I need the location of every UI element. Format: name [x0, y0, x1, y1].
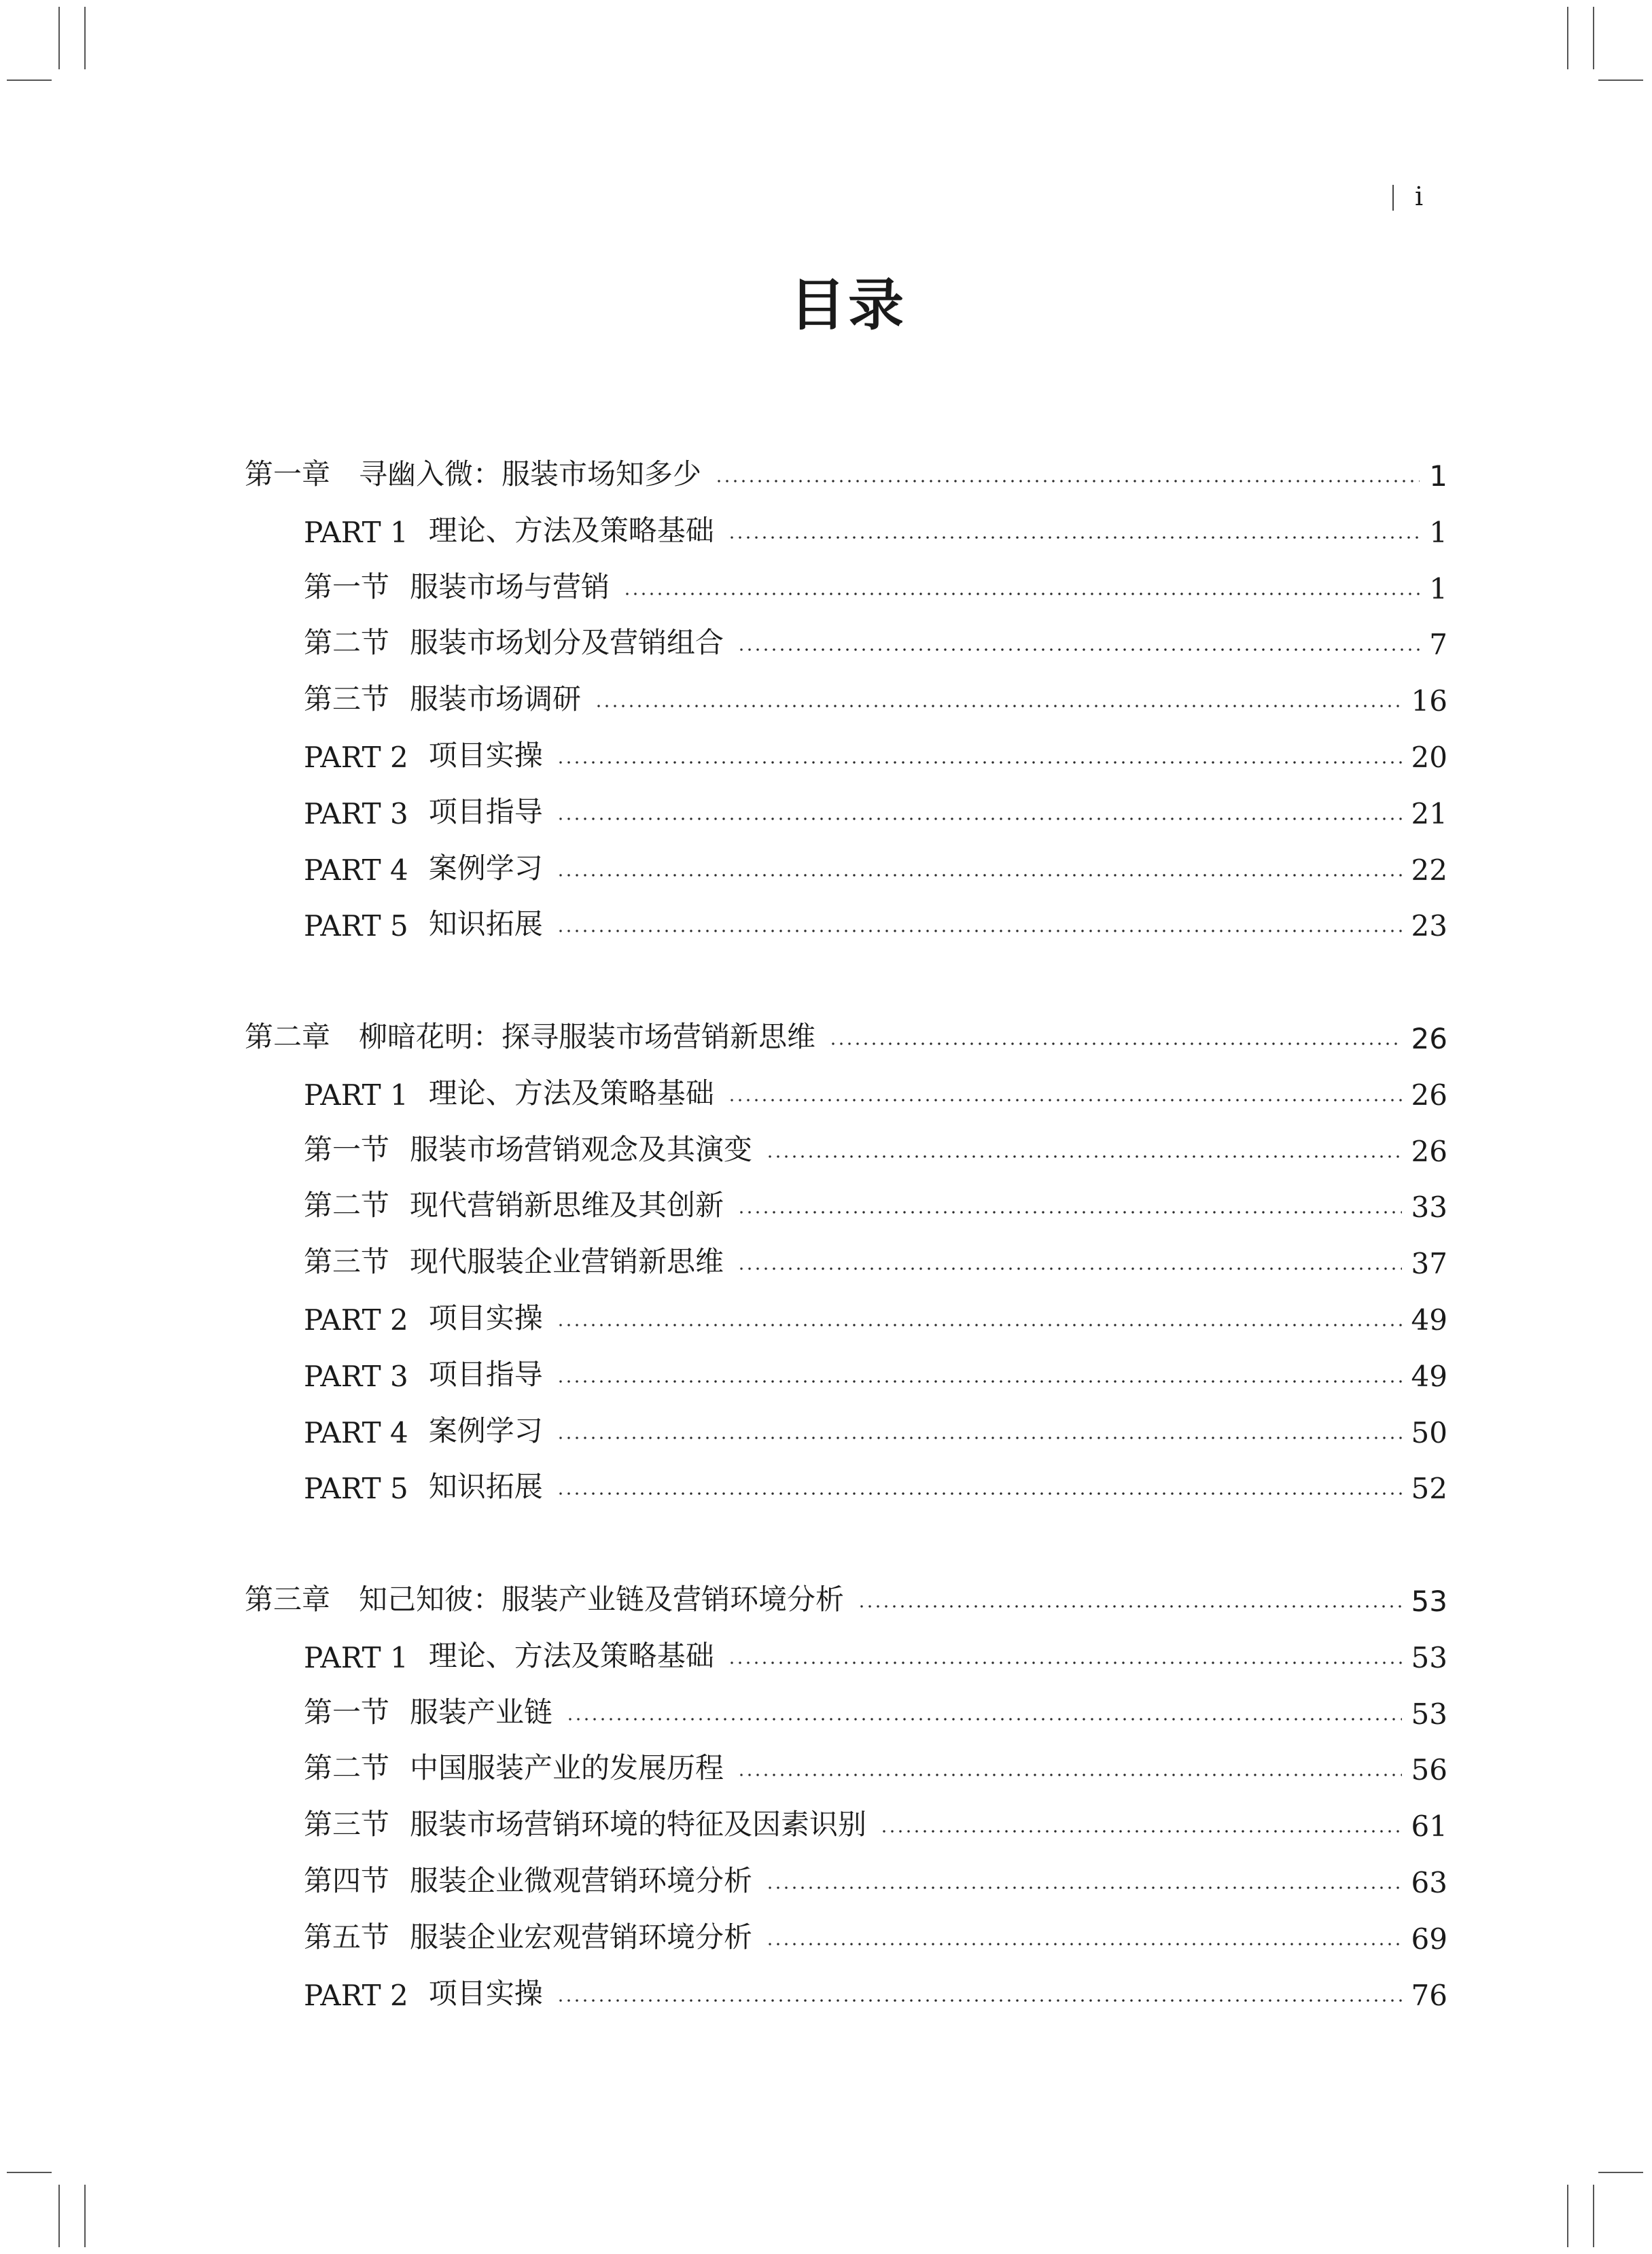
chapter-number: 第一章 — [245, 457, 331, 491]
entry-title: 项目实操 — [428, 1977, 543, 2010]
toc-entry[interactable] — [304, 1739, 1447, 1786]
entry-title: 服装企业宏观营销环境分析 — [410, 1920, 753, 1954]
entry-title: 知识拓展 — [428, 907, 543, 940]
toc-entry[interactable] — [304, 558, 1447, 605]
page-ref: 26 — [1411, 1135, 1447, 1168]
page-ref: 53 — [1411, 1697, 1447, 1731]
toc-entry[interactable] — [304, 1965, 1447, 2012]
dot-leader — [557, 761, 1402, 764]
page-ref: 20 — [1411, 741, 1447, 774]
entry-number: PART 1 — [304, 1641, 408, 1674]
page-ref: 26 — [1411, 1022, 1447, 1055]
chapter-title: 柳暗花明：探寻服装市场营销新思维 — [359, 1020, 816, 1053]
chapter-title: 寻幽入微：服装市场知多少 — [359, 457, 702, 491]
entry-title: 项目实操 — [428, 739, 543, 772]
entry-number: PART 4 — [304, 1416, 408, 1449]
entry-title: 案例学习 — [428, 1414, 543, 1447]
entry-number: PART 1 — [304, 1078, 408, 1112]
entry-title: 服装产业链 — [410, 1695, 553, 1729]
dot-leader — [566, 1718, 1402, 1721]
page-ref: 49 — [1411, 1360, 1447, 1393]
entry-number: 第三节 — [304, 682, 390, 716]
toc-entry[interactable] — [304, 1064, 1447, 1112]
entry-number: PART 5 — [304, 909, 408, 943]
toc-entry[interactable] — [304, 501, 1447, 549]
toc-entry[interactable] — [304, 1345, 1447, 1393]
page-ref: 26 — [1411, 1078, 1447, 1112]
entry-number: PART 1 — [304, 516, 408, 549]
page-ref: 63 — [1411, 1866, 1447, 1899]
entry-number: PART 2 — [304, 1979, 408, 2012]
dot-leader — [766, 1886, 1402, 1889]
dot-leader — [737, 1211, 1402, 1214]
page-ref: 33 — [1411, 1191, 1447, 1224]
dot-leader — [595, 705, 1402, 707]
page-ref: 56 — [1411, 1753, 1447, 1786]
entry-title: 服装市场营销环境的特征及因素识别 — [410, 1808, 867, 1841]
page-ref: 53 — [1411, 1641, 1447, 1674]
page-ref: 76 — [1411, 1979, 1447, 2012]
dot-leader — [858, 1605, 1402, 1608]
entry-title: 理论、方法及策略基础 — [428, 514, 714, 547]
entry-title: 案例学习 — [428, 851, 543, 885]
page-ref: 1 — [1429, 572, 1447, 605]
dot-leader — [557, 1492, 1402, 1495]
entry-title: 理论、方法及策略基础 — [428, 1076, 714, 1110]
entry-title: 服装市场调研 — [410, 682, 582, 716]
toc-entry[interactable] — [304, 895, 1447, 943]
entry-number: 第二节 — [304, 1188, 390, 1222]
entry-title: 现代服装企业营销新思维 — [410, 1245, 724, 1278]
entry-number: 第一节 — [304, 1695, 390, 1729]
page-ref: 16 — [1411, 684, 1447, 718]
entry-number: PART 3 — [304, 797, 408, 830]
dot-leader — [728, 1099, 1402, 1102]
toc-entry[interactable] — [304, 1458, 1447, 1505]
toc-entry[interactable] — [304, 726, 1447, 774]
entry-number: 第一节 — [304, 570, 390, 603]
entry-title: 知识拓展 — [428, 1470, 543, 1503]
page-ref: 21 — [1411, 797, 1447, 830]
page-ref: 1 — [1429, 459, 1447, 493]
entry-title: 项目实操 — [428, 1301, 543, 1335]
toc-entry[interactable] — [304, 1683, 1447, 1731]
dot-leader — [557, 874, 1402, 877]
entry-title: 中国服装产业的发展历程 — [410, 1751, 724, 1784]
toc-entry[interactable] — [304, 670, 1447, 718]
toc-entry[interactable] — [304, 1289, 1447, 1337]
page-ref: 61 — [1411, 1810, 1447, 1843]
chapter-number: 第三章 — [245, 1583, 331, 1616]
dot-leader — [557, 930, 1402, 932]
chapter-number: 第二章 — [245, 1020, 331, 1053]
page-ref: 23 — [1411, 909, 1447, 943]
entry-number: 第二节 — [304, 1751, 390, 1784]
dot-leader — [766, 1943, 1402, 1945]
entry-number: PART 2 — [304, 741, 408, 774]
entry-title: 项目指导 — [428, 1358, 543, 1391]
page-number: i — [1415, 181, 1424, 211]
dot-leader — [715, 480, 1420, 482]
toc-chapter-entry[interactable] — [245, 1570, 1447, 1618]
entry-title: 现代营销新思维及其创新 — [410, 1188, 724, 1222]
page-title: 目录 — [789, 273, 907, 338]
dot-leader — [728, 536, 1420, 539]
toc-entry[interactable] — [304, 1176, 1447, 1224]
toc-entry[interactable] — [304, 1627, 1447, 1674]
toc-chapter-entry[interactable] — [245, 1008, 1447, 1055]
toc-entry[interactable] — [304, 1795, 1447, 1843]
entry-number: 第五节 — [304, 1920, 390, 1954]
dot-leader — [737, 648, 1420, 651]
page-ref: 52 — [1411, 1472, 1447, 1505]
dot-leader — [880, 1830, 1402, 1833]
toc-entry[interactable] — [304, 839, 1447, 887]
dot-leader — [557, 1324, 1402, 1326]
entry-number: 第三节 — [304, 1245, 390, 1278]
dot-leader — [737, 1774, 1402, 1776]
toc-entry[interactable] — [304, 783, 1447, 830]
page-ref: 53 — [1411, 1585, 1447, 1618]
dot-leader — [557, 817, 1402, 820]
toc-entry[interactable] — [304, 1402, 1447, 1449]
entry-number: 第三节 — [304, 1808, 390, 1841]
page-ref: 22 — [1411, 853, 1447, 887]
dot-leader — [557, 1437, 1402, 1439]
toc-entry[interactable] — [304, 1121, 1447, 1168]
entry-number: 第二节 — [304, 626, 390, 659]
toc-chapter-entry[interactable] — [245, 445, 1447, 493]
entry-number: PART 3 — [304, 1360, 408, 1393]
dot-leader — [728, 1661, 1402, 1664]
page-ref: 7 — [1429, 628, 1447, 661]
toc-entry[interactable] — [304, 1852, 1447, 1899]
entry-title: 服装企业微观营销环境分析 — [410, 1864, 753, 1897]
page-ref: 50 — [1411, 1416, 1447, 1449]
page-ref: 37 — [1411, 1247, 1447, 1280]
chapter-title: 知己知彼：服装产业链及营销环境分析 — [359, 1583, 845, 1616]
toc-entry[interactable] — [304, 1908, 1447, 1956]
dot-leader — [737, 1267, 1402, 1270]
entry-title: 服装市场划分及营销组合 — [410, 626, 724, 659]
dot-leader — [766, 1155, 1402, 1158]
toc-entry[interactable] — [304, 1233, 1447, 1280]
entry-number: PART 2 — [304, 1303, 408, 1337]
entry-title: 服装市场与营销 — [410, 570, 610, 603]
dot-leader — [829, 1042, 1402, 1045]
entry-number: 第四节 — [304, 1864, 390, 1897]
toc-entry[interactable] — [304, 614, 1447, 661]
page-ref: 69 — [1411, 1922, 1447, 1956]
entry-title: 理论、方法及策略基础 — [428, 1639, 714, 1672]
dot-leader — [623, 593, 1420, 595]
entry-title: 服装市场营销观念及其演变 — [410, 1133, 753, 1166]
entry-number: PART 4 — [304, 853, 408, 887]
entry-title: 项目指导 — [428, 795, 543, 828]
entry-number: PART 5 — [304, 1472, 408, 1505]
dot-leader — [557, 1999, 1402, 2002]
entry-number: 第一节 — [304, 1133, 390, 1166]
page-ref: 49 — [1411, 1303, 1447, 1337]
page-ref: 1 — [1429, 516, 1447, 549]
dot-leader — [557, 1380, 1402, 1383]
